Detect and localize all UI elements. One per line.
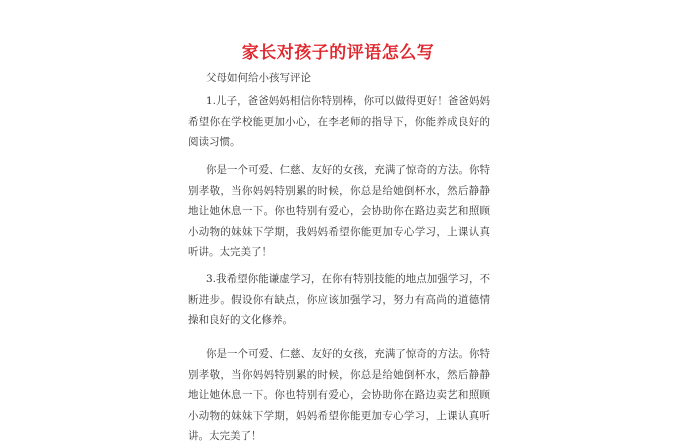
paragraph-1: 1.儿子，爸爸妈妈相信你特别棒，你可以做得更好！爸爸妈妈希望你在学校能更加小心，在李老师的指导下，你能养成良好的阅读习惯。 xyxy=(188,95,490,148)
document-title: 家长对孩子的评语怎么写 xyxy=(241,43,435,63)
document-subtitle: 父母如何给小孩写评论 xyxy=(206,72,311,84)
paragraph-4: 你是一个可爱、仁慈、友好的女孩，充满了惊奇的方法。你特别孝敬，当你妈妈特别累的时候，你总是给她倒杯水，然后静静地让她休息一下。你也特别有爱心，会协助你在路边卖艺和照顾小动物的妹妹下学期，妈妈希望你能更加专心学习，上课认真听讲。太完美了！ xyxy=(188,348,490,442)
paragraph-3: 3.我希望你能谦虚学习，在你有特别技能的地点加强学习，不断进步。假设你有缺点，你应该加强学习，努力有高尚的道德情操和良好的文化修养。 xyxy=(188,273,490,326)
paragraph-2: 你是一个可爱、仁慈、友好的女孩，充满了惊奇的方法。你特别孝敬，当你妈妈特别累的时候，你总是给她倒杯水，然后静静地让她休息一下。你也特别有爱心，会协助你在路边卖艺和照顾小动物的妹妹下学期，我妈妈希望你能更加专心学习，上课认真听讲。太完美了！ xyxy=(188,164,490,258)
